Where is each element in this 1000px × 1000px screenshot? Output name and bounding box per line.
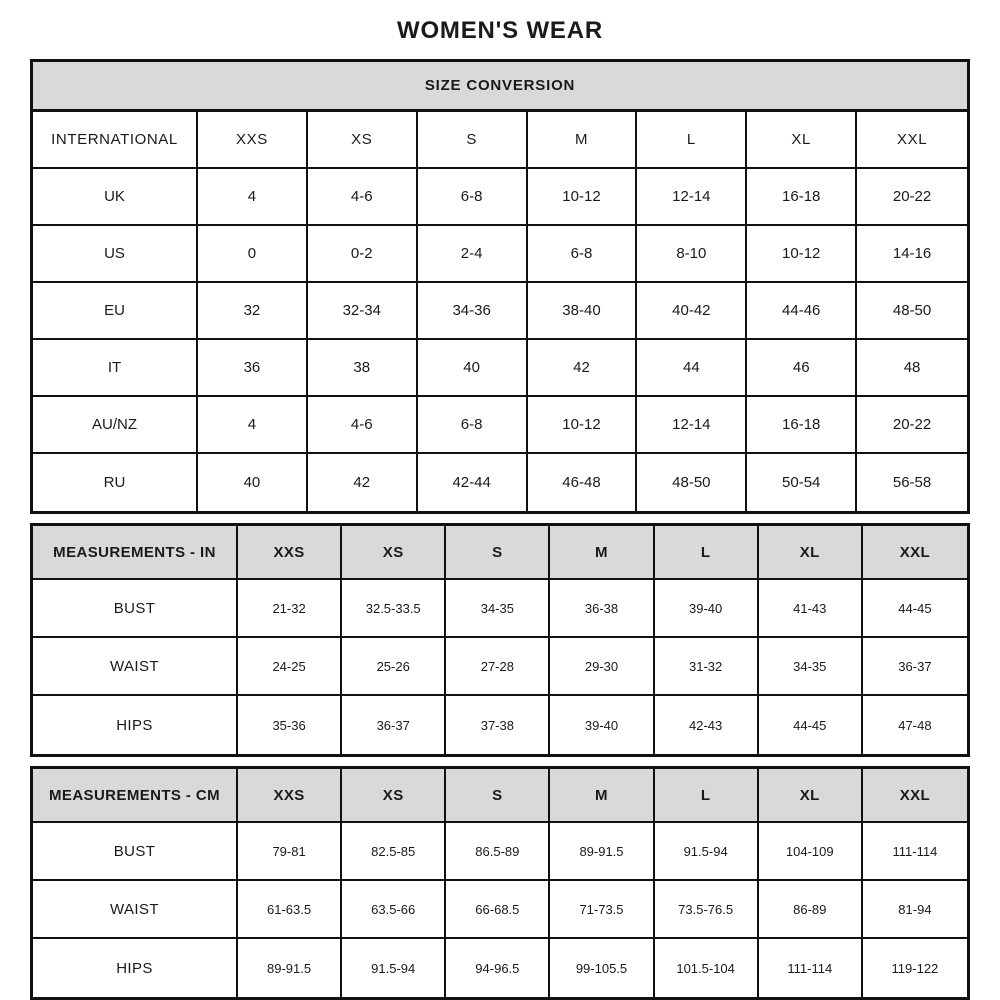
value-cell: 91.5-94 [342,939,446,997]
value-cell: 10-12 [528,169,638,226]
header-cell: S [446,769,550,823]
value-cell: 27-28 [446,638,550,696]
value-cell: 36-37 [342,696,446,754]
value-cell: 42-43 [655,696,759,754]
header-row [33,526,967,580]
row-label-cell: EU [33,283,198,340]
value-cell: 14-16 [857,226,967,283]
value-cell: 4 [198,169,308,226]
table-row [33,283,967,340]
value-cell: 4-6 [308,169,418,226]
value-cell: 24-25 [238,638,342,696]
header-cell: L [655,526,759,580]
header-cell: XS [308,112,418,169]
table-row [33,226,967,283]
header-cell: XXS [238,769,342,823]
value-cell: 34-35 [759,638,863,696]
value-cell: 4 [198,397,308,454]
row-label-cell: WAIST [33,881,238,939]
value-cell: 4-6 [308,397,418,454]
value-cell: 86.5-89 [446,823,550,881]
value-cell: 89-91.5 [550,823,654,881]
value-cell: 21-32 [238,580,342,638]
value-cell: 2-4 [418,226,528,283]
header-cell: M [550,526,654,580]
header-cell: XL [759,526,863,580]
value-cell: 44-46 [747,283,857,340]
table-row [33,881,967,939]
header-cell: S [418,112,528,169]
row-label-cell: RU [33,454,198,511]
value-cell: 6-8 [418,169,528,226]
row-label-cell: US [33,226,198,283]
size-conversion-header: SIZE CONVERSION [33,62,967,112]
table-row [33,169,967,226]
value-cell: 81-94 [863,881,967,939]
header-cell: XXL [863,769,967,823]
row-label-cell: BUST [33,823,238,881]
value-cell: 99-105.5 [550,939,654,997]
value-cell: 37-38 [446,696,550,754]
value-cell: 101.5-104 [655,939,759,997]
value-cell: 36-38 [550,580,654,638]
value-cell: 61-63.5 [238,881,342,939]
value-cell: 36 [198,340,308,397]
value-cell: 10-12 [528,397,638,454]
value-cell: 119-122 [891,960,939,976]
value-cell: 35-36 [238,696,342,754]
value-cell: 111-114 [759,939,863,997]
value-cell: 12-14 [637,397,747,454]
measurements-in-grid [33,526,967,754]
value-cell: 86-89 [759,881,863,939]
value-cell: 39-40 [655,580,759,638]
measurements-cm-table [30,766,970,1000]
measurements-cm-grid [33,769,967,997]
value-cell: 66-68.5 [446,881,550,939]
value-cell: 79-81 [238,823,342,881]
value-cell: 16-18 [747,169,857,226]
value-cell: 46 [747,340,857,397]
header-cell: XXS [238,526,342,580]
value-cell: 48 [857,340,967,397]
value-cell: 42-44 [418,454,528,511]
value-cell: 31-32 [655,638,759,696]
measurements-in-table [30,523,970,757]
value-cell: 82.5-85 [342,823,446,881]
table-row [33,823,967,881]
value-cell: 36-37 [863,638,967,696]
header-cell: XXL [857,112,967,169]
value-cell: 39-40 [550,696,654,754]
value-cell: 34-36 [418,283,528,340]
table-row [33,638,967,696]
header-cell: XL [759,769,863,823]
value-cell: 32.5-33.5 [342,580,446,638]
value-cell: 41-43 [759,580,863,638]
header-cell: M [528,112,638,169]
value-cell: 6-8 [528,226,638,283]
value-cell: 46-48 [528,454,638,511]
value-cell: 0 [198,226,308,283]
header-row [33,769,967,823]
row-label-cell: BUST [33,580,238,638]
value-cell: 40 [198,454,308,511]
table-row [33,580,967,638]
header-row [33,112,967,169]
header-cell: S [446,526,550,580]
header-cell: L [637,112,747,169]
value-cell: 25-26 [342,638,446,696]
table-row [33,696,967,754]
value-cell: 10-12 [747,226,857,283]
value-cell: 6-8 [418,397,528,454]
table-row [33,939,967,997]
value-cell: 20-22 [857,397,967,454]
header-cell: XXS [198,112,308,169]
value-cell: 89-91.5 [238,939,342,997]
table-row [33,397,967,454]
size-conversion-grid [33,112,967,511]
value-cell: 0-2 [308,226,418,283]
value-cell: 34-35 [446,580,550,638]
table-row [33,340,967,397]
value-cell: 8-10 [637,226,747,283]
row-label-cell: HIPS [33,696,238,754]
value-cell: 50-54 [747,454,857,511]
header-cell: XL [747,112,857,169]
row-label-cell: HIPS [33,939,238,997]
size-conversion-table [30,59,970,514]
header-cell: MEASUREMENTS - IN [33,526,238,580]
value-cell: 47-48 [898,717,932,733]
header-cell: L [655,769,759,823]
row-label-cell: IT [33,340,198,397]
value-cell: 48-50 [857,283,967,340]
value-cell: 91.5-94 [655,823,759,881]
value-cell: 38-40 [528,283,638,340]
value-cell: 32-34 [308,283,418,340]
value-cell: 44 [637,340,747,397]
value-cell: 73.5-76.5 [655,881,759,939]
row-label-cell: AU/NZ [33,397,198,454]
value-cell: 40 [418,340,528,397]
value-cell: 16-18 [747,397,857,454]
page-title: WOMEN'S WEAR [397,17,603,44]
value-cell: 104-109 [759,823,863,881]
value-cell: 40-42 [637,283,747,340]
value-cell: 12-14 [637,169,747,226]
value-cell: 48-50 [637,454,747,511]
value-cell: 42 [528,340,638,397]
value-cell: 44-45 [759,696,863,754]
header-cell: INTERNATIONAL [33,112,198,169]
header-cell: MEASUREMENTS - CM [33,769,238,823]
value-cell: 63.5-66 [342,881,446,939]
value-cell: 29-30 [550,638,654,696]
value-cell: 111-114 [863,823,967,881]
header-cell: XS [342,769,446,823]
value-cell: 42 [308,454,418,511]
value-cell: 71-73.5 [550,881,654,939]
header-cell: XS [342,526,446,580]
value-cell: 94-96.5 [446,939,550,997]
value-cell: 56-58 [892,474,932,491]
value-cell: 44-45 [863,580,967,638]
value-cell: 20-22 [857,169,967,226]
header-cell: XXL [863,526,967,580]
value-cell: 38 [308,340,418,397]
table-row [33,454,967,511]
value-cell: 32 [198,283,308,340]
row-label-cell: WAIST [33,638,238,696]
header-cell: M [550,769,654,823]
row-label-cell: UK [33,169,198,226]
